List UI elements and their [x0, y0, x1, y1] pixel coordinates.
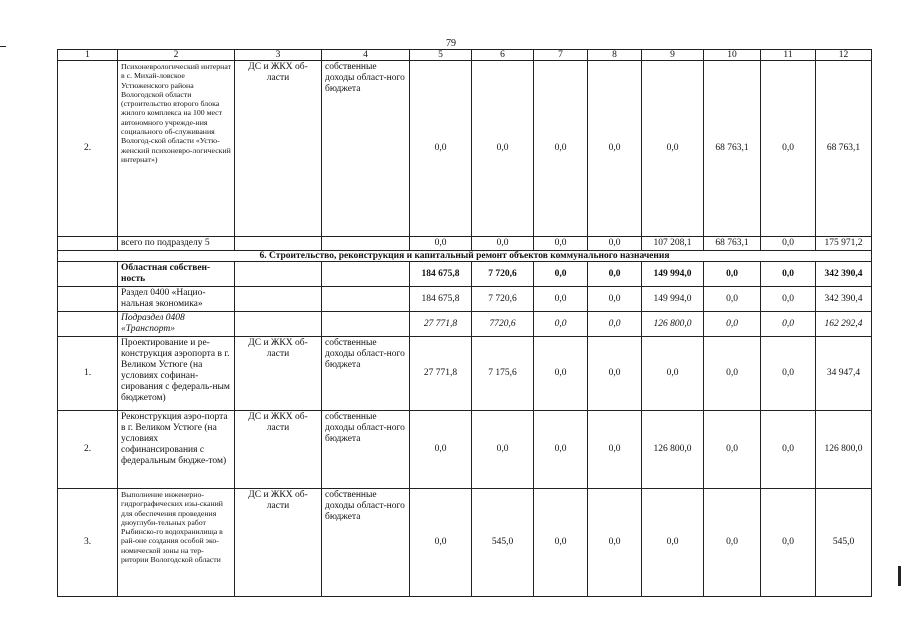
amount-cell: 0,0 [534, 237, 588, 251]
amount-cell: 0,0 [588, 411, 642, 489]
funding-source: собственные доходы област-ного бюджета [322, 61, 410, 237]
right-edge-mark [898, 566, 901, 586]
amount-cell: 0,0 [534, 489, 588, 597]
amount-cell: 149 994,0 [642, 262, 704, 287]
amount-cell: 184 675,8 [410, 262, 472, 287]
empty-cell [322, 262, 410, 287]
row-number: 2. [58, 411, 118, 489]
amount-cell: 0,0 [472, 411, 534, 489]
amount-cell: 0,0 [588, 287, 642, 312]
amount-cell: 0,0 [761, 262, 816, 287]
amount-cell: 0,0 [704, 287, 761, 312]
funding-source: собственные доходы област-ного бюджета [322, 489, 410, 597]
row-number: 1. [58, 337, 118, 411]
amount-cell: 0,0 [642, 61, 704, 237]
amount-cell: 175 971,2 [816, 237, 872, 251]
responsible-org: ДС и ЖКХ об-ласти [235, 411, 322, 489]
amount-cell: 0,0 [642, 489, 704, 597]
amount-cell: 7720,6 [472, 312, 534, 337]
funding-source: собственные доходы област-ного бюджета [322, 337, 410, 411]
amount-cell: 0,0 [642, 337, 704, 411]
amount-cell: 545,0 [472, 489, 534, 597]
amount-cell: 0,0 [704, 337, 761, 411]
column-number: 4 [322, 50, 410, 61]
empty-cell [322, 237, 410, 251]
table-row [58, 337, 872, 411]
amount-cell: 27 771,8 [410, 337, 472, 411]
amount-cell: 0,0 [534, 411, 588, 489]
column-number: 2 [118, 50, 235, 61]
empty-cell [235, 312, 322, 337]
amount-cell: 0,0 [588, 61, 642, 237]
budget-table [57, 49, 872, 597]
object-name: Проектирование и ре-конструкция аэропорта в г. Великом Устюге (на условиях софинан-сирования с федераль-ным бюджетом) [118, 337, 235, 411]
table-row [58, 61, 872, 237]
empty-cell [235, 287, 322, 312]
amount-cell: 0,0 [704, 411, 761, 489]
amount-cell: 0,0 [761, 237, 816, 251]
amount-cell: 184 675,8 [410, 287, 472, 312]
row-number [58, 237, 118, 251]
amount-cell: 0,0 [410, 411, 472, 489]
subtotal-row [58, 237, 872, 251]
section-title: 6. Строительство, реконструкция и капитальный ремонт объектов коммунального назначения [58, 251, 872, 262]
column-number: 5 [410, 50, 472, 61]
column-number: 1 [58, 50, 118, 61]
column-number: 3 [235, 50, 322, 61]
amount-cell: 0,0 [761, 411, 816, 489]
column-number: 6 [472, 50, 534, 61]
column-number: 11 [761, 50, 816, 61]
column-number: 9 [642, 50, 704, 61]
left-edge-mark [0, 46, 6, 47]
summary-row [58, 262, 872, 287]
amount-cell: 0,0 [704, 312, 761, 337]
amount-cell: 342 390,4 [816, 262, 872, 287]
amount-cell: 149 994,0 [642, 287, 704, 312]
table-row [58, 411, 872, 489]
amount-cell: 545,0 [816, 489, 872, 597]
amount-cell: 126 800,0 [642, 312, 704, 337]
responsible-org: ДС и ЖКХ об-ласти [235, 337, 322, 411]
amount-cell: 0,0 [534, 287, 588, 312]
summary-row [58, 287, 872, 312]
amount-cell: 342 390,4 [816, 287, 872, 312]
amount-cell: 162 292,4 [816, 312, 872, 337]
amount-cell: 34 947,4 [816, 337, 872, 411]
amount-cell: 0,0 [410, 61, 472, 237]
amount-cell: 68 763,1 [704, 237, 761, 251]
empty-cell [235, 262, 322, 287]
table-row [58, 489, 872, 597]
amount-cell: 0,0 [588, 237, 642, 251]
column-number-row [58, 50, 872, 61]
amount-cell: 0,0 [761, 312, 816, 337]
responsible-org: ДС и ЖКХ об-ласти [235, 61, 322, 237]
column-number: 7 [534, 50, 588, 61]
amount-cell: 68 763,1 [704, 61, 761, 237]
amount-cell: 7 720,6 [472, 262, 534, 287]
amount-cell: 0,0 [534, 337, 588, 411]
summary-label: Подраздел 0408 «Транспорт» [118, 312, 235, 337]
summary-row [58, 312, 872, 337]
amount-cell: 7 720,6 [472, 287, 534, 312]
empty-cell [235, 237, 322, 251]
row-number: 2. [58, 61, 118, 237]
amount-cell: 0,0 [588, 312, 642, 337]
object-name: Реконструкция аэро-порта в г. Великом Устюге (на условиях софинансирования с федеральным бюдже-том) [118, 411, 235, 489]
empty-cell [322, 287, 410, 312]
row-number: 3. [58, 489, 118, 597]
amount-cell: 126 800,0 [642, 411, 704, 489]
column-number: 12 [816, 50, 872, 61]
amount-cell: 0,0 [410, 489, 472, 597]
amount-cell: 0,0 [472, 237, 534, 251]
amount-cell: 0,0 [534, 61, 588, 237]
amount-cell: 0,0 [588, 262, 642, 287]
amount-cell: 0,0 [761, 489, 816, 597]
summary-label: Раздел 0400 «Нацио-нальная экономика» [118, 287, 235, 312]
amount-cell: 0,0 [704, 489, 761, 597]
amount-cell: 0,0 [472, 61, 534, 237]
section-heading-row [58, 251, 872, 262]
amount-cell: 126 800,0 [816, 411, 872, 489]
subtotal-label: всего по подразделу 5 [118, 237, 235, 251]
amount-cell: 0,0 [761, 61, 816, 237]
amount-cell: 7 175,6 [472, 337, 534, 411]
object-name: Выполнение инженерно-гидрографических изы-сканий для обеспечения проведения дноуглуби-тельных работ Рыбинско-го водохранилища в рай-оне создания особой эко-номической зоны на тер-ритории Вологодской области [118, 489, 235, 597]
amount-cell: 0,0 [588, 489, 642, 597]
funding-source: собственные доходы област-ного бюджета [322, 411, 410, 489]
amount-cell: 0,0 [534, 262, 588, 287]
amount-cell: 0,0 [761, 337, 816, 411]
amount-cell: 0,0 [588, 337, 642, 411]
amount-cell: 0,0 [704, 262, 761, 287]
amount-cell: 107 208,1 [642, 237, 704, 251]
column-number: 10 [704, 50, 761, 61]
row-number [58, 262, 118, 287]
amount-cell: 27 771,8 [410, 312, 472, 337]
empty-cell [322, 312, 410, 337]
amount-cell: 68 763,1 [816, 61, 872, 237]
amount-cell: 0,0 [534, 312, 588, 337]
summary-label: Областная собствен-ность [118, 262, 235, 287]
object-name: Психоневрологический интернат в с. Михай-ловское Устюженского района Вологодской области (строительство второго блока жилого комплекса на 100 мест автономного учрежде-ния социального об-служивания Вологод-ской области «Устю-женский психоневро-логический интернат») [118, 61, 235, 237]
responsible-org: ДС и ЖКХ об-ласти [235, 489, 322, 597]
column-number: 8 [588, 50, 642, 61]
amount-cell: 0,0 [761, 287, 816, 312]
page-number: 79 [446, 38, 456, 49]
amount-cell: 0,0 [410, 237, 472, 251]
row-number [58, 312, 118, 337]
row-number [58, 287, 118, 312]
